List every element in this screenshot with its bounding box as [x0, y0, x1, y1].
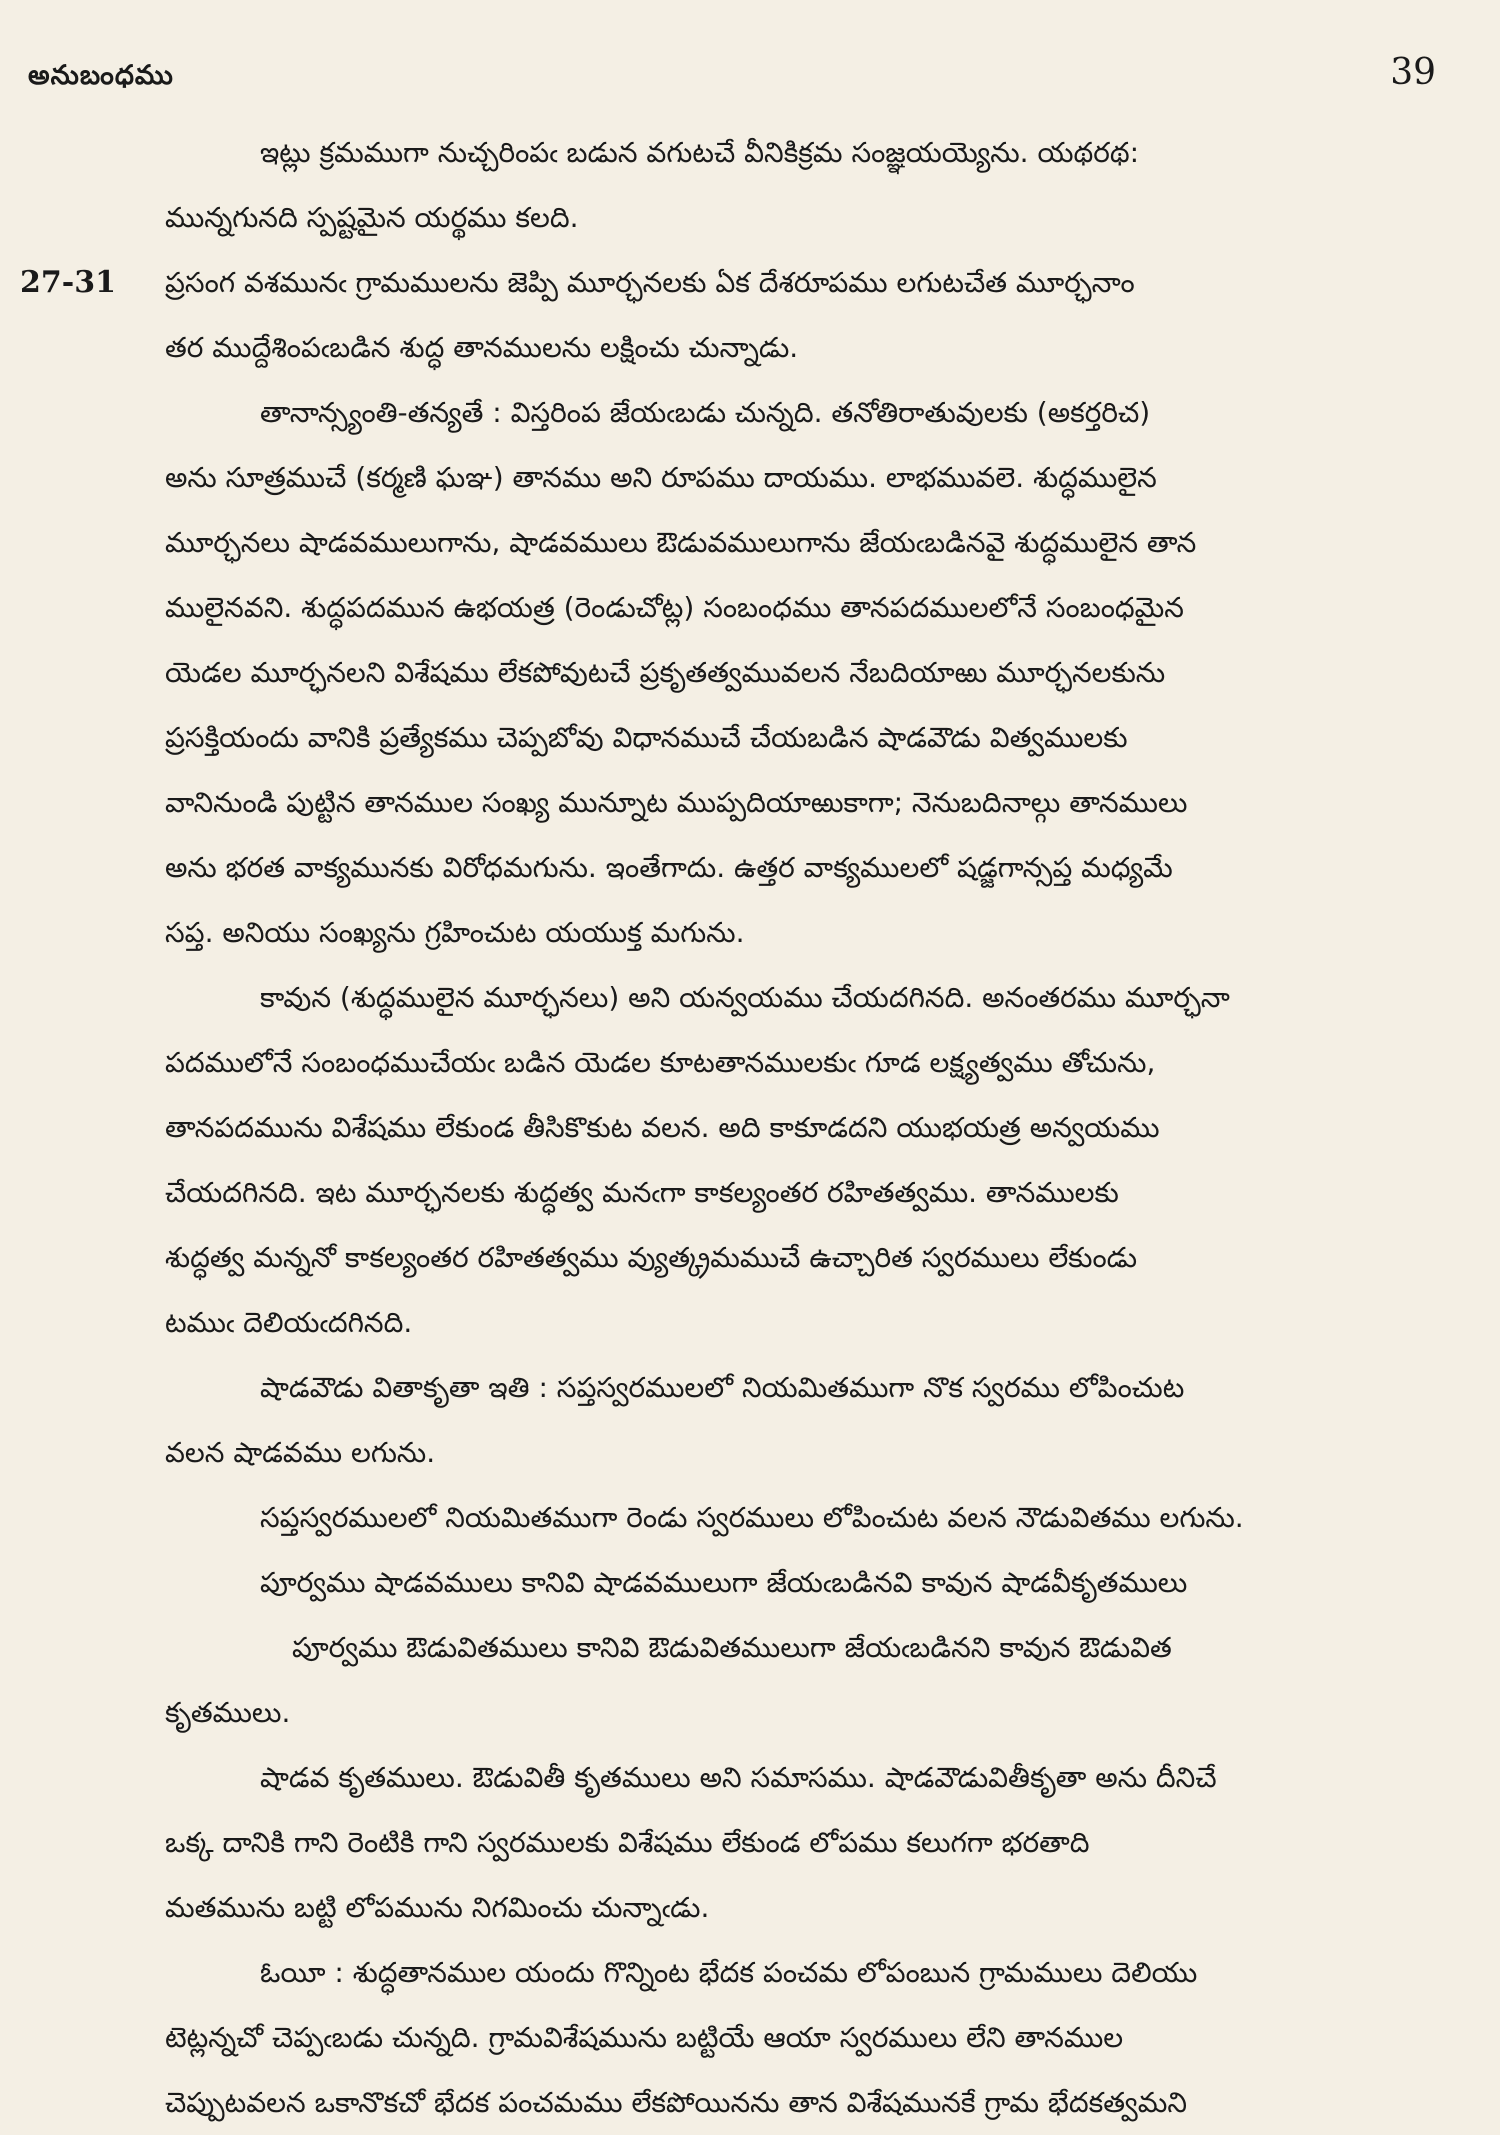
line-text: టముఁ దెలియఁదగినది.: [165, 1306, 413, 1339]
line-text: మున్నగునది స్పష్టమైన యర్థము కలది.: [165, 201, 579, 234]
page-body: [20, 120, 1450, 2119]
line-text: తానపదమును విశేషము లేకుండ తీసికొకుట వలన. అది కాకూడదని యుభయత్ర అన్వయము: [165, 1111, 1160, 1144]
text-line: [20, 1615, 1450, 1680]
text-line: [20, 250, 1450, 315]
text-line: [20, 965, 1450, 1030]
text-line: [20, 1485, 1450, 1550]
line-text: అను భరత వాక్యమునకు విరోధమగును. ఇంతేగాదు. ఉత్తర వాక్యములలో షడ్జగాన్సప్త మధ్యమే: [165, 851, 1173, 884]
text-line: [20, 1550, 1450, 1615]
text-line: [20, 2070, 1450, 2135]
text-line: [20, 640, 1450, 705]
line-text: సప్తస్వరములలో నియమితముగా రెండు స్వరములు లోపించుట వలన నౌడువితము లగును.: [260, 1501, 1244, 1534]
text-line: [20, 1095, 1450, 1160]
text-line: [20, 1940, 1450, 2005]
line-text: తర ముద్దేశింపఁబడిన శుద్ధ తానములను లక్షించు చున్నాడు.: [165, 331, 799, 364]
line-text: అను సూత్రముచే (కర్మణి ఘఞ) తానము అని రూపము దాయము. లాభమువలె. శుద్ధములైన: [165, 461, 1157, 494]
text-line: [20, 185, 1450, 250]
text-line: [20, 1420, 1450, 1485]
line-text: కృతములు.: [165, 1696, 291, 1729]
line-text: కావున (శుద్ధములైన మూర్ఛనలు) అని యన్వయము చేయదగినది. అనంతరము మూర్ఛనా: [260, 981, 1230, 1014]
text-line: [20, 120, 1450, 185]
page-header: [28, 52, 1468, 112]
text-line: [20, 1355, 1450, 1420]
line-text: టెట్లన్నచో చెప్పఁబడు చున్నది. గ్రామవిశేషమును బట్టియే ఆయా స్వరములు లేని తానముల: [165, 2021, 1124, 2054]
text-line: [20, 510, 1450, 575]
line-text: ఇట్లు క్రమముగా నుచ్చరింపఁ బడున వగుటచే వీనికిక్రమ సంజ్ఞయయ్యెను. యథరథ:: [260, 136, 1140, 169]
line-text: వానినుండి పుట్టిన తానముల సంఖ్య మున్నూట ముప్పదియాఱుకాగా; నెనుబదినాల్గు తానములు: [165, 786, 1188, 819]
page-number: 39: [1390, 52, 1436, 93]
line-text: వలన షాడవము లగును.: [165, 1436, 436, 1469]
text-line: [20, 705, 1450, 770]
line-text: సప్త. అనియు సంఖ్యను గ్రహించుట యయుక్త మగును.: [165, 916, 745, 949]
line-text: పూర్వము ఔడువితములు కానివి ఔడువితములుగా జేయఁబడినని కావున ఔడువిత: [292, 1631, 1172, 1664]
line-text: ఓయీ : శుద్ధతానముల యందు గొన్నింట భేదక పంచమ లోపంబున గ్రామములు దెలియు: [260, 1956, 1198, 1989]
text-line: [20, 1030, 1450, 1095]
line-text: ప్రసక్తియందు వానికి ప్రత్యేకము చెప్పబోవు విధానముచే చేయబడిన షాడవౌడు విత్వములకు: [165, 721, 1128, 754]
line-text: శుద్ధత్వ మన్ననో కాకల్యంతర రహితత్వము వ్యుత్క్రమముచే ఉచ్చారిత స్వరములు లేకుండు: [165, 1241, 1138, 1274]
text-line: [20, 380, 1450, 445]
text-line: [20, 1810, 1450, 1875]
line-text: మతమును బట్టి లోపమును నిగమించు చున్నాఁడు.: [165, 1891, 710, 1924]
text-line: [20, 1745, 1450, 1810]
text-line: [20, 900, 1450, 965]
line-text: షాడవౌడు వితాకృతా ఇతి : సప్తస్వరములలో నియమితముగా నొక స్వరము లోపించుట: [260, 1371, 1185, 1404]
text-line: [20, 2005, 1450, 2070]
line-text: పదములోనే సంబంధముచేయఁ బడిన యెడల కూటతానములకుఁ గూడ లక్ష్యత్వము తోచును,: [165, 1046, 1156, 1079]
line-text: తానాన్స్యంతి-తన్యతే : విస్తరింప జేయఁబడు చున్నది. తనోతిరాతువులకు (అకర్తరిచ): [260, 396, 1151, 429]
text-line: [20, 1160, 1450, 1225]
line-text: చెప్పుటవలన ఒకానొకచో భేదక పంచమము లేకపోయినను తాన విశేషమునకే గ్రామ భేదకత్వమని: [165, 2086, 1188, 2119]
line-text: ఒక్క దానికి గాని రెంటికి గాని స్వరములకు విశేషము లేకుండ లోపము కలుగగా భరతాది: [165, 1826, 1090, 1859]
line-text: ములైనవని. శుద్ధపదమున ఉభయత్ర (రెండుచోట్ల) సంబంధము తానపదములలోనే సంబంధమైన: [165, 591, 1184, 624]
text-line: [20, 445, 1450, 510]
text-line: [20, 1680, 1450, 1745]
running-head: అనుబంధము: [28, 60, 174, 91]
line-text: మూర్ఛనలు షాడవములుగాను, షాడవములు ఔడువములుగాను జేయఁబడినవై శుద్ధములైన తాన: [165, 526, 1197, 559]
text-line: [20, 1290, 1450, 1355]
text-line: [20, 1875, 1450, 1940]
text-line: [20, 575, 1450, 640]
verse-range-marker: 27-31: [20, 265, 116, 300]
text-line: [20, 1225, 1450, 1290]
line-text: పూర్వము షాడవములు కానివి షాడవములుగా జేయఁబడినవి కావున షాడవీకృతములు: [260, 1566, 1188, 1599]
line-text: చేయదగినది. ఇట మూర్ఛనలకు శుద్ధత్వ మనఁగా కాకల్యంతర రహితత్వము. తానములకు: [165, 1176, 1119, 1209]
text-line: [20, 315, 1450, 380]
text-line: [20, 835, 1450, 900]
text-line: [20, 770, 1450, 835]
line-text: షాడవ కృతములు. ఔడువితీ కృతములు అని సమాసము. షాడవౌడువితీకృతా అను దీనిచే: [260, 1761, 1217, 1794]
line-text: యెడల మూర్ఛనలని విశేషము లేకపోవుటచే ప్రకృతత్వమువలన నేబదియాఱు మూర్ఛనలకును: [165, 656, 1166, 689]
line-text: ప్రసంగ వశమునఁ గ్రామములను జెప్పి మూర్ఛనలకు ఏక దేశరూపము లగుటచేత మూర్ఛనాం: [165, 266, 1135, 299]
